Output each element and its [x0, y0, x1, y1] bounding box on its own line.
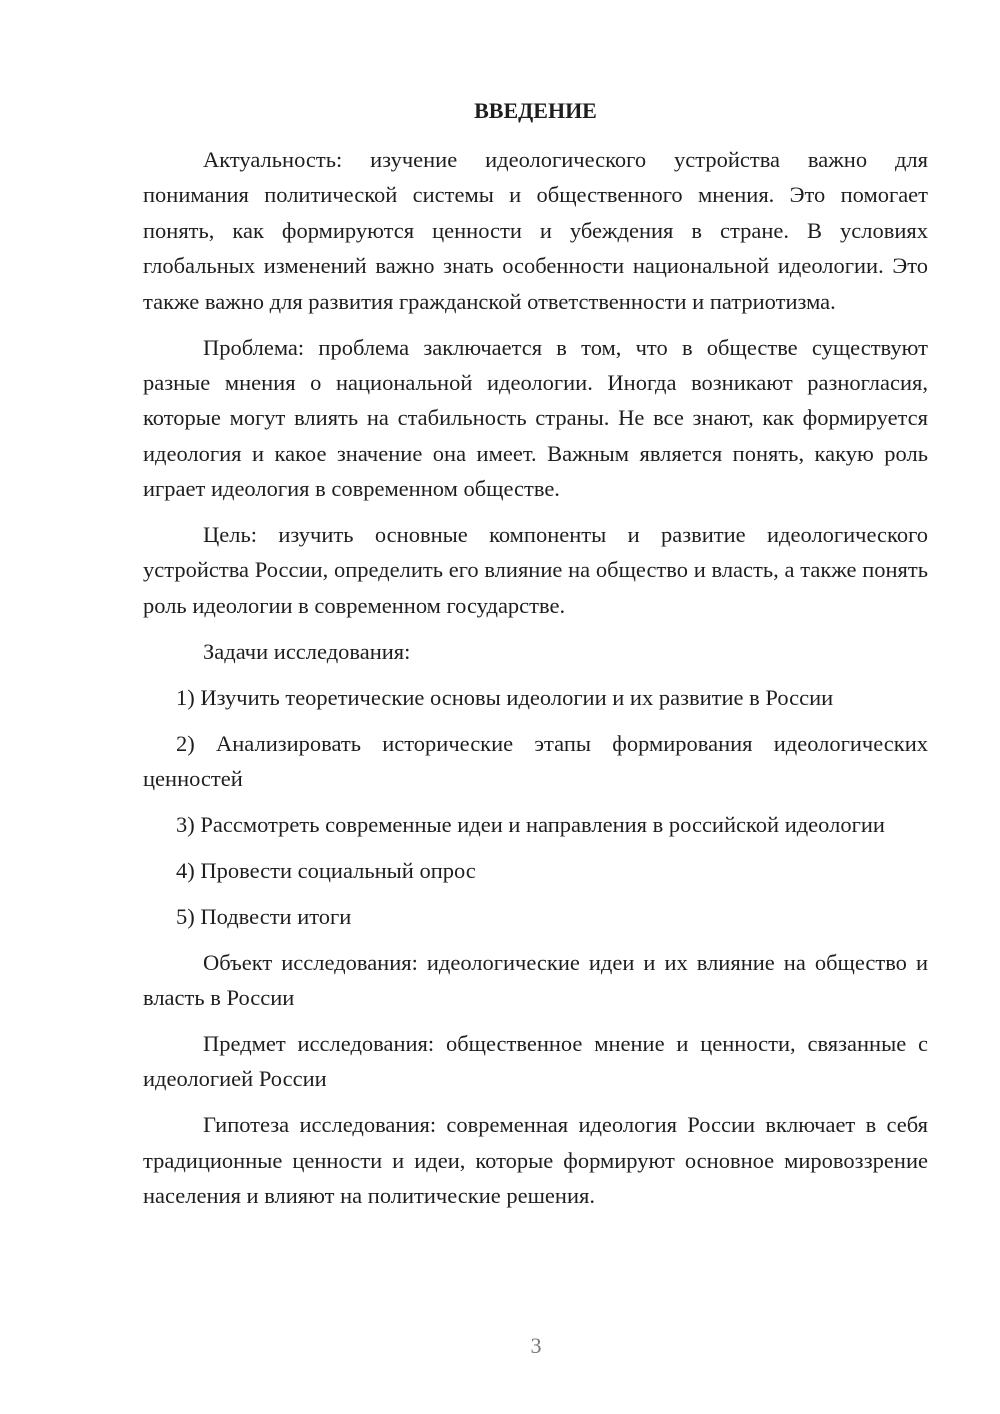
- paragraph-object: Объект исследования: идеологические идеи и их влияние на общество и власть в России: [143, 949, 928, 1011]
- page-number: 3: [530, 1333, 542, 1358]
- task-item-2: 2) Анализировать исторические этапы формирования идеологических ценностей: [143, 730, 928, 791]
- paragraph-subject: Предмет исследования: общественное мнение и ценности, связанные с идеологией России: [143, 1030, 928, 1092]
- paragraph-relevance: Актуальность: изучение идеологического устройства важно для понимания политической системы и общественного мнения. Это помогает понять, как формируются ценности и убеждения в стране. В условиях глобальных изменений важно знать особенности национальной идеологии. Это также важно для развития гражданской ответственности и патриотизма.: [143, 147, 928, 314]
- task-item-1: 1) Изучить теоретические основы идеологии и их развитие в России: [176, 684, 834, 710]
- paragraph-goal: Цель: изучить основные компоненты и развитие идеологического устройства России, определить его влияние на общество и власть, а также понять роль идеологии в современном государстве.: [143, 522, 928, 618]
- document-body: [143, 142, 928, 1224]
- task-item-5: 5) Подвести итоги: [176, 903, 352, 929]
- task-item-4: 4) Провести социальный опрос: [176, 857, 476, 883]
- paragraph-hypothesis: Гипотеза исследования: современная идеология России включает в себя традиционные ценности и идеи, которые формируют основное мировоззрение населения и влияют на политические решения.: [143, 1112, 928, 1209]
- paragraph-problem: Проблема: проблема заключается в том, что в обществе существуют разные мнения о национальной идеологии. Иногда возникают разногласия, которые могут влиять на стабильность страны. Не все знают, как формируется идеология и какое значение она имеет. Важным является понять, какую роль играет идеология в современном обществе.: [143, 334, 928, 502]
- paragraph-tasks-heading: Задачи исследования:: [203, 638, 411, 664]
- page-heading: ВВЕДЕНИЕ: [474, 98, 597, 123]
- task-item-3: 3) Рассмотреть современные идеи и направления в российской идеологии: [176, 811, 885, 837]
